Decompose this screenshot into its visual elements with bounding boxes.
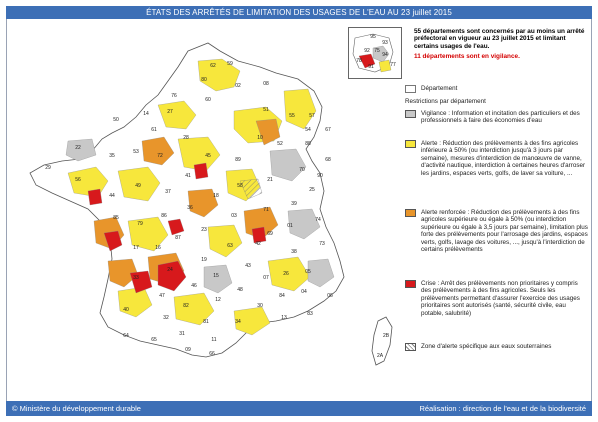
- dept-label-61: 61: [151, 127, 157, 133]
- footer-copyright: © Ministère du développement durable: [12, 404, 141, 413]
- dept-label-09: 09: [185, 347, 191, 353]
- dept-label-2B: 2B: [382, 333, 390, 339]
- departement-label: Département: [421, 85, 458, 92]
- dept-label-51: 51: [263, 107, 269, 113]
- dept-label-2A: 2A: [376, 353, 384, 359]
- dept-label-60: 60: [205, 97, 211, 103]
- dept-label-43: 43: [245, 263, 251, 269]
- dept-label-06: 06: [327, 293, 333, 299]
- dept-label-23: 23: [201, 227, 207, 233]
- footer-credit: Réalisation : direction de l'eau et de la biodiversité: [419, 404, 586, 413]
- dept-label-25: 25: [309, 187, 315, 193]
- page-title: ÉTATS DES ARRÊTÉS DE LIMITATION DES USAGES DE L'EAU AU 23 juillet 2015: [6, 6, 592, 19]
- dept-label-36: 36: [187, 205, 193, 211]
- paris-inset-map[interactable]: [348, 27, 402, 79]
- zone-swatch: [405, 343, 416, 351]
- dept-label-07: 07: [263, 275, 269, 281]
- dept-label-04: 04: [301, 289, 307, 295]
- alerte-swatch: [405, 140, 416, 148]
- dept-label-30: 30: [257, 303, 263, 309]
- dept-label-74: 74: [315, 217, 321, 223]
- dept-label-53: 53: [133, 149, 139, 155]
- dept-label-28: 28: [183, 135, 189, 141]
- dept-label-26: 26: [283, 271, 289, 277]
- dept-label-34: 34: [235, 319, 241, 325]
- dept-label-39: 39: [291, 201, 297, 207]
- dept-label-17: 17: [133, 245, 139, 251]
- dept-label-42: 42: [255, 241, 261, 247]
- dept-label-65: 65: [151, 337, 157, 343]
- dept-label-69: 69: [267, 231, 273, 237]
- vigilance-swatch: [405, 110, 416, 118]
- dept-label-73: 73: [319, 241, 325, 247]
- dept-label-55: 55: [289, 113, 295, 119]
- dept-label-85: 85: [113, 215, 119, 221]
- dept-label-14: 14: [143, 111, 149, 117]
- dept-label-80: 80: [201, 77, 207, 83]
- vigilance-label: Vigilance : Information et incitation des particuliers et des professionnels à faire des économies d'eau: [421, 110, 580, 125]
- dept-label-44: 44: [109, 193, 115, 199]
- dept-label-70: 70: [299, 167, 305, 173]
- dept-label-29: 29: [45, 165, 51, 171]
- dept-label-41: 41: [185, 173, 191, 179]
- dept-label-11: 11: [211, 337, 217, 343]
- dept-label-40: 40: [123, 307, 129, 313]
- dept-label-19: 19: [201, 257, 207, 263]
- dept-label-21: 21: [267, 177, 273, 183]
- dept-label-59: 59: [227, 61, 233, 67]
- dept-label-86: 86: [161, 213, 167, 219]
- dept-label-84: 84: [279, 293, 285, 299]
- dept-label-81: 81: [203, 319, 209, 325]
- dept-label-22: 22: [75, 145, 81, 151]
- dept-label-57: 57: [309, 113, 315, 119]
- alerte-renforcee-swatch: [405, 209, 416, 217]
- dept-label-32: 32: [163, 315, 169, 321]
- dept-label-90: 90: [317, 173, 323, 179]
- dept-label-05: 05: [305, 269, 311, 275]
- summary-line-1: 55 départements sont concernés par au moins un arrêté préfectoral en vigueur au 23 juillet 2015 et limitant certains usages de l'eau.: [414, 28, 585, 50]
- dept-label-31: 31: [179, 331, 185, 337]
- dept-label-33: 33: [133, 275, 139, 281]
- summary-text: [414, 28, 590, 61]
- restrictions-title: Restrictions par département: [405, 98, 486, 105]
- dept-label-58: 58: [237, 183, 243, 189]
- dept-label-27: 27: [167, 109, 173, 115]
- dept-label-54: 54: [305, 127, 311, 133]
- alerte-renforcee-label: Alerte renforcée : Réduction des prélèvements à des fins agricoles supérieure ou égale à 50% (ou interdiction supérieure ou égale à 3,5 jours par semaine), limitation plus forte des prélèvements pour l'arrosage des jardins, espaces verts, golfs, lavage des voitures, ..., jusqu'à l'interdiction de certains prélèvements: [421, 209, 588, 254]
- inset-label-75: 75: [374, 48, 380, 54]
- dept-label-46: 46: [191, 283, 197, 289]
- dept-label-10: 10: [257, 135, 263, 141]
- dept-label-01: 01: [287, 223, 293, 229]
- dept-label-15: 15: [213, 273, 219, 279]
- summary-line-2: 11 départements sont en vigilance.: [414, 53, 520, 61]
- crise-label: Crise : Arrêt des prélèvements non prioritaires y compris des prélèvements à des fins agricoles. Seuls les prélèvements permettant d'assurer l'exercice des usages prioritaires sont autorisés (santé, sécurité civile, eau potable, salubrité): [421, 280, 580, 317]
- inset-label-95: 95: [370, 34, 376, 40]
- dept-label-67: 67: [325, 127, 331, 133]
- dept-label-66: 66: [209, 351, 215, 357]
- dept-label-45: 45: [205, 153, 211, 159]
- alerte-label: Alerte : Réduction des prélèvements à des fins agricoles inférieure à 50% (ou interdiction jusqu'à 3 jours par semaine), mesures d'interdiction de manœuvre de vanne, d'activité nautique, interdiction à certaines heures d'arroser les jardins, espaces verts, golfs, de laver sa voiture, ...: [421, 140, 586, 177]
- dept-label-72: 72: [157, 153, 163, 159]
- dept-label-71: 71: [263, 207, 269, 213]
- dept-label-24: 24: [167, 267, 173, 273]
- dept-label-03: 03: [231, 213, 237, 219]
- footer-bar: [6, 401, 592, 416]
- dept-label-16: 16: [155, 245, 161, 251]
- dept-label-12: 12: [215, 297, 221, 303]
- crise-swatch: [405, 280, 416, 288]
- dept-label-89: 89: [235, 157, 241, 163]
- dept-label-48: 48: [237, 287, 243, 293]
- dept-label-62: 62: [210, 63, 216, 69]
- inset-label-94: 94: [382, 52, 388, 58]
- dept-label-50: 50: [113, 117, 119, 123]
- departement-swatch: [405, 85, 416, 93]
- dept-label-18: 18: [213, 193, 219, 199]
- dept-label-76: 76: [171, 93, 177, 99]
- dept-label-63: 63: [227, 243, 233, 249]
- dept-label-82: 82: [183, 303, 189, 309]
- inset-label-93: 93: [382, 40, 388, 46]
- dept-label-56: 56: [75, 177, 81, 183]
- dept-label-37: 37: [165, 189, 171, 195]
- inset-label-92: 92: [364, 48, 370, 54]
- inset-label-78: 78: [356, 58, 362, 64]
- dept-label-13: 13: [281, 315, 287, 321]
- dept-label-68: 68: [325, 157, 331, 163]
- dept-label-64: 64: [123, 333, 129, 339]
- dept-label-49: 49: [135, 183, 141, 189]
- dept-label-79: 79: [137, 221, 143, 227]
- inset-label-91: 91: [368, 64, 374, 70]
- dept-label-88: 88: [305, 141, 311, 147]
- dept-label-08: 08: [263, 81, 269, 87]
- dept-label-35: 35: [109, 153, 115, 159]
- dept-label-83: 83: [307, 311, 313, 317]
- dept-label-52: 52: [277, 141, 283, 147]
- dept-label-87: 87: [175, 235, 181, 241]
- inset-label-77: 77: [390, 62, 396, 68]
- dept-label-38: 38: [291, 249, 297, 255]
- dept-label-47: 47: [159, 293, 165, 299]
- zone-label: Zone d'alerte spécifique aux eaux souterraines: [421, 343, 552, 350]
- dept-label-02: 02: [235, 83, 241, 89]
